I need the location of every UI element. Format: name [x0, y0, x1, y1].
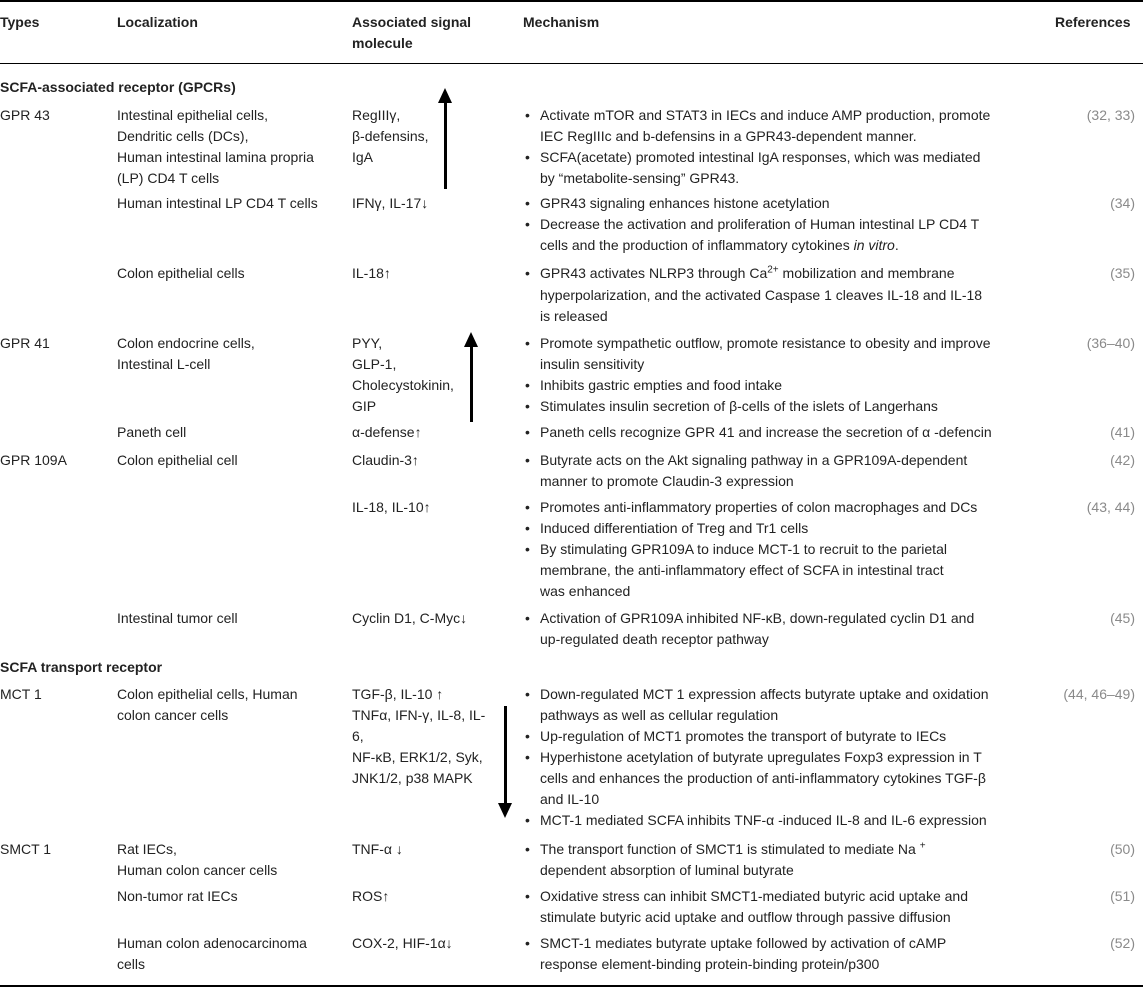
loc-gpr41-1a: Colon endocrine cells, — [117, 335, 255, 351]
ref-gpr109a-1: (42) — [1110, 452, 1135, 468]
loc-smct1-3b: cells — [117, 956, 146, 972]
ref-smct1-2: (51) — [1110, 888, 1135, 904]
mech-smct1-2a: • Oxidative stress can inhibit SMCT1-mediated butyric acid uptake and — [540, 886, 968, 907]
mech-gpr43-5-sup: 2+ — [767, 264, 779, 276]
mech-gpr43-5b: hyperpolarization, and the activated Caspase 1 cleaves IL-18 and IL-18 — [540, 287, 983, 303]
sig-smct1-1: TNF-α ↓ — [352, 841, 403, 857]
mech-gpr43-4c-italic: in vitro — [853, 237, 895, 253]
sig-mct1-e: JNK1/2, p38 MAPK — [352, 770, 473, 786]
mech-gpr109a-2: • Promotes anti-inflammatory properties of colon macrophages and DCs — [540, 497, 977, 518]
mech-gpr43-5a — [540, 263, 955, 284]
header-localization: Localization — [117, 14, 198, 30]
ref-gpr109a-3: (45) — [1110, 610, 1135, 626]
header-rule — [0, 63, 1143, 64]
mech-gpr109a-4b: membrane, the anti-inflammatory effect of SCFA in intestinal tract — [540, 562, 944, 578]
ref-gpr43-1: (32, 33) — [1086, 107, 1135, 123]
loc-mct1-b: colon cancer cells — [117, 707, 229, 723]
loc-gpr43-1a: Intestinal epithelial cells, — [117, 107, 268, 123]
sig-mct1-b: TNFα, IFN-γ, IL-8, IL- — [352, 707, 486, 723]
loc-gpr43-2: Human intestinal LP CD4 T cells — [117, 195, 318, 211]
mech-gpr43-5b-text: mobilization and membrane — [778, 265, 955, 281]
mech-smct1-1a — [540, 839, 926, 860]
loc-smct1-2: Non-tumor rat IECs — [117, 888, 238, 904]
mech-gpr41-1b: insulin sensitivity — [540, 356, 645, 372]
mech-mct1-1b: pathways as well as cellular regulation — [540, 707, 779, 723]
loc-smct1-1b: Human colon cancer cells — [117, 862, 278, 878]
header-mechanism: Mechanism — [523, 14, 600, 30]
mech-mct1-3b: cells and enhances the production of anti-inflammatory cytokines TGF-β — [540, 770, 986, 786]
sig-gpr43-1c: IgA — [352, 149, 374, 165]
ref-smct1-1: (50) — [1110, 841, 1135, 857]
loc-gpr41-1b: Intestinal L-cell — [117, 356, 211, 372]
loc-gpr109a-1: Colon epithelial cell — [117, 452, 238, 468]
mech-mct1-4: • MCT-1 mediated SCFA inhibits TNF-α -induced IL-8 and IL-6 expression — [540, 810, 987, 831]
mech-gpr43-5c: is released — [540, 308, 608, 324]
ref-gpr41-1: (36–40) — [1086, 335, 1135, 351]
mech-mct1-2: • Up-regulation of MCT1 promotes the transport of butyrate to IECs — [540, 726, 946, 747]
arrow-up-shaft-2 — [470, 345, 473, 422]
mech-gpr41-2: • Inhibits gastric empties and food intake — [540, 375, 782, 396]
mech-smct1-3b: response element-binding protein-binding protein/p300 — [540, 956, 880, 972]
mech-smct1-1b: dependent absorption of luminal butyrate — [540, 862, 794, 878]
sig-gpr43-1b: β-defensins, — [352, 128, 429, 144]
mech-gpr41-4: • Paneth cells recognize GPR 41 and increase the secretion of α -defencin — [540, 422, 992, 443]
sig-gpr41-1b: GLP-1, — [352, 356, 397, 372]
mech-smct1-1-sup: + — [919, 840, 926, 852]
sig-gpr41-2: α-defense↑ — [352, 424, 422, 440]
top-rule — [0, 0, 1143, 2]
mech-gpr43-2b: by “metabolite-sensing” GPR43. — [540, 170, 740, 186]
sig-gpr41-1a: PYY, — [352, 335, 383, 351]
sig-gpr43-1a: RegIIIγ, — [352, 107, 401, 123]
ref-gpr43-2: (34) — [1110, 195, 1135, 211]
mech-smct1-1a-text: The transport function of SMCT1 is stimulated to mediate Na — [540, 841, 916, 857]
mech-mct1-1a: • Down-regulated MCT 1 expression affects butyrate uptake and oxidation — [540, 684, 989, 705]
sig-gpr43-3: IL-18↑ — [352, 265, 391, 281]
type-mct1: MCT 1 — [0, 686, 42, 702]
loc-gpr43-3: Colon epithelial cells — [117, 265, 245, 281]
sig-gpr43-2: IFNγ, IL-17↓ — [352, 195, 429, 211]
header-signal-line2: molecule — [352, 35, 413, 51]
mech-gpr109a-4c: was enhanced — [540, 583, 631, 599]
header-references: References — [1055, 14, 1131, 30]
loc-gpr43-1c: Human intestinal lamina propria — [117, 149, 314, 165]
mech-gpr43-1a: • Activate mTOR and STAT3 in IECs and induce AMP production, promote — [540, 105, 990, 126]
type-gpr43: GPR 43 — [0, 107, 50, 123]
loc-gpr43-1d: (LP) CD4 T cells — [117, 170, 220, 186]
ref-mct1-1: (44, 46–49) — [1063, 686, 1135, 702]
sig-gpr109a-3: Cyclin D1, C-Myc↓ — [352, 610, 468, 626]
loc-gpr43-1b: Dendritic cells (DCs), — [117, 128, 249, 144]
arrow-down-icon — [498, 803, 512, 818]
mech-gpr41-3: • Stimulates insulin secretion of β-cells of the islets of Langerhans — [540, 396, 938, 417]
type-gpr109a: GPR 109A — [0, 452, 67, 468]
mech-smct1-3a: • SMCT-1 mediates butyrate uptake followed by activation of cAMP — [540, 933, 946, 954]
header-types: Types — [0, 14, 40, 30]
header-signal-line1: Associated signal — [352, 14, 472, 30]
bottom-rule — [0, 985, 1143, 987]
section-gpcr: SCFA-associated receptor (GPCRs) — [0, 79, 236, 95]
mech-mct1-3a: • Hyperhistone acetylation of butyrate upregulates Foxp3 expression in T — [540, 747, 982, 768]
loc-smct1-3a: Human colon adenocarcinoma — [117, 935, 307, 951]
mech-gpr109a-1a: • Butyrate acts on the Akt signaling pathway in a GPR109A-dependent — [540, 450, 967, 471]
loc-gpr41-2: Paneth cell — [117, 424, 187, 440]
type-smct1: SMCT 1 — [0, 841, 52, 857]
ref-gpr43-3: (35) — [1110, 265, 1135, 281]
sig-gpr41-1c: Cholecystokinin, — [352, 377, 454, 393]
ref-gpr109a-2: (43, 44) — [1086, 499, 1135, 515]
mech-gpr109a-4a: • By stimulating GPR109A to induce MCT-1 to recruit to the parietal — [540, 539, 947, 560]
mech-smct1-2b: stimulate butyric acid uptake and outflow through passive diffusion — [540, 909, 951, 925]
sig-smct1-3: COX-2, HIF-1α↓ — [352, 935, 453, 951]
sig-gpr41-1d: GIP — [352, 398, 377, 414]
mech-gpr109a-1b: manner to promote Claudin-3 expression — [540, 473, 794, 489]
mech-gpr43-1b: IEC RegIIIc and b-defensins in a GPR43-dependent manner. — [540, 128, 917, 144]
sig-gpr109a-1: Claudin-3↑ — [352, 452, 419, 468]
arrow-down-shaft — [504, 706, 507, 806]
mech-gpr43-5a-text: GPR43 activates NLRP3 through Ca — [540, 265, 768, 281]
mech-mct1-3c: and IL-10 — [540, 791, 600, 807]
mech-gpr43-4b-text: cells and the production of inflammatory cytokines — [540, 237, 850, 253]
loc-mct1-a: Colon epithelial cells, Human — [117, 686, 298, 702]
ref-smct1-3: (52) — [1110, 935, 1135, 951]
mech-gpr43-3: • GPR43 signaling enhances histone acetylation — [540, 193, 830, 214]
type-gpr41: GPR 41 — [0, 335, 50, 351]
loc-gpr109a-3: Intestinal tumor cell — [117, 610, 238, 626]
loc-smct1-1a: Rat IECs, — [117, 841, 177, 857]
mech-gpr109a-5b: up-regulated death receptor pathway — [540, 631, 769, 647]
sig-mct1-a: TGF-β, IL-10 ↑ — [352, 686, 444, 702]
mech-gpr43-2a: • SCFA(acetate) promoted intestinal IgA responses, which was mediated — [540, 147, 980, 168]
sig-mct1-d: NF-κB, ERK1/2, Syk, — [352, 749, 483, 765]
mech-gpr109a-3: • Induced differentiation of Treg and Tr1 cells — [540, 518, 808, 539]
mech-gpr43-4b: cells and the production of inflammatory cytokines in vitro. — [540, 237, 899, 253]
sig-gpr109a-2: IL-18, IL-10↑ — [352, 499, 431, 515]
section-transport: SCFA transport receptor — [0, 659, 163, 675]
mech-gpr43-4a: • Decrease the activation and proliferation of Human intestinal LP CD4 T — [540, 214, 979, 235]
arrow-up-shaft — [444, 101, 447, 189]
mech-gpr109a-5a: • Activation of GPR109A inhibited NF-κB, down-regulated cyclin D1 and — [540, 608, 974, 629]
mech-gpr41-1a: • Promote sympathetic outflow, promote resistance to obesity and improve — [540, 333, 991, 354]
ref-gpr41-2: (41) — [1110, 424, 1135, 440]
sig-mct1-c: 6, — [352, 728, 364, 744]
sig-smct1-2: ROS↑ — [352, 888, 390, 904]
